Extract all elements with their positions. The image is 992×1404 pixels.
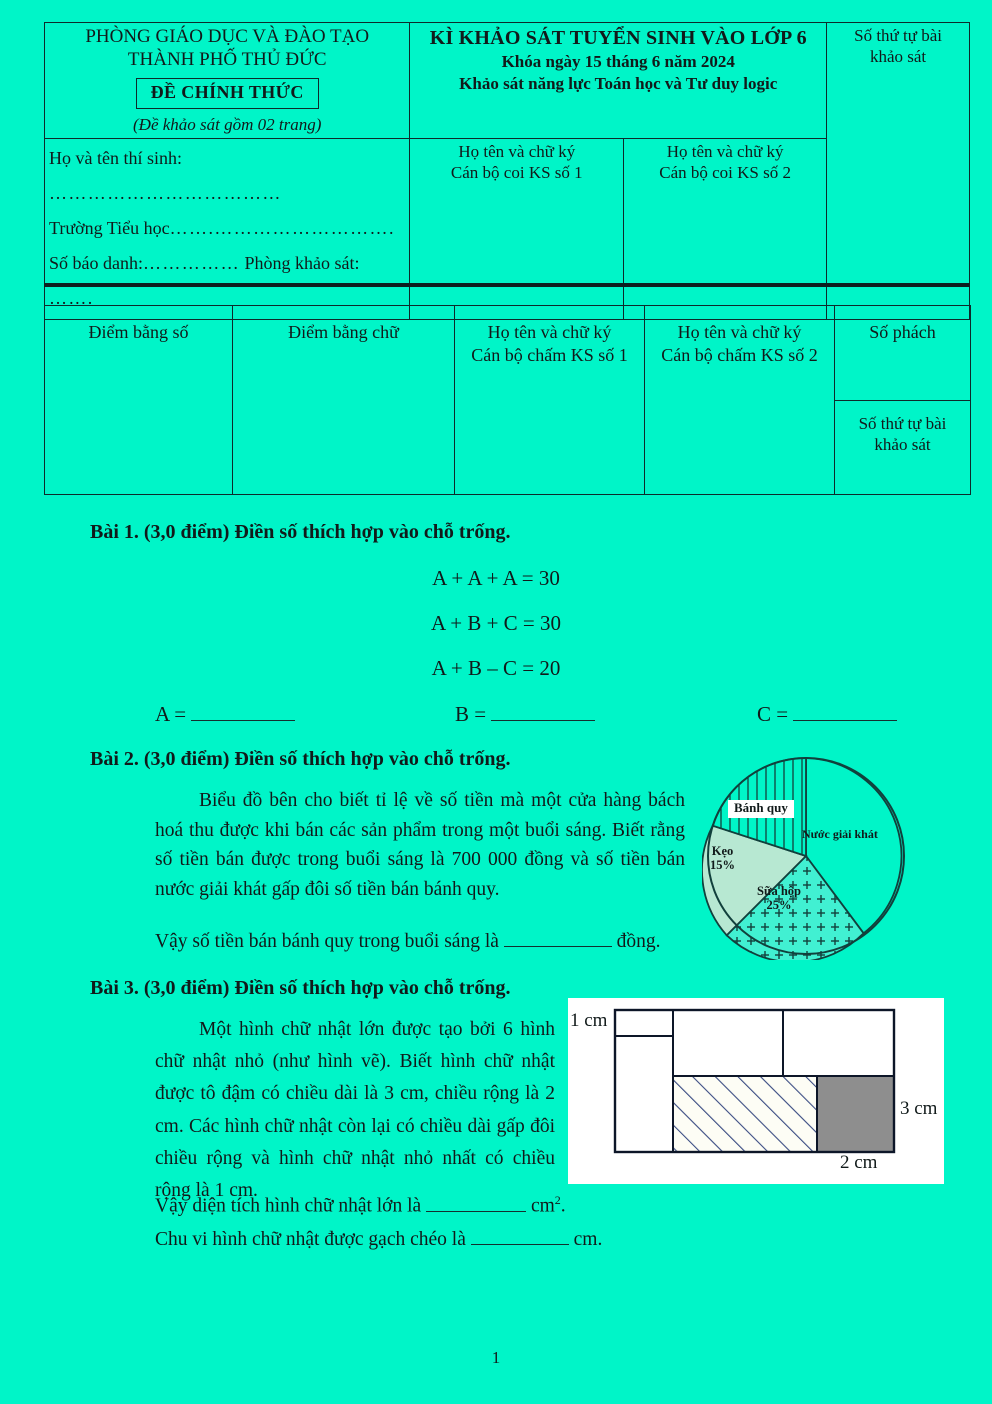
marker-2-line1: Họ tên và chữ ký	[677, 322, 802, 342]
question-3-paragraph: Một hình chữ nhật lớn được tạo bởi 6 hình chữ nhật nhỏ (như hình vẽ). Biết hình chữ nhật được tô đậm có chiều dài là 3 cm, chiều rộng là 2 cm. Các hình chữ nhật còn lại có chiều dài gấp đôi chiều rộng và hình chữ nhật nhỏ nhất có chiều rộng là 1 cm.	[155, 1019, 555, 1201]
page-number: 1	[491, 1348, 501, 1367]
figure-dim-2cm: 2 cm	[840, 1152, 878, 1173]
exam-title: KÌ KHẢO SÁT TUYỂN SINH VÀO LỚP 6	[429, 27, 807, 49]
question-3-answer2-blank[interactable]	[471, 1244, 569, 1245]
candidate-name-blank[interactable]: ………………………………	[49, 183, 282, 204]
question-3-answer-line-2	[155, 1230, 775, 1250]
marking-sothutu-line2: khảo sát	[874, 435, 931, 455]
candidate-school-blank[interactable]: …….……………………….	[169, 218, 395, 239]
marker-2-line2: Cán bộ chấm KS số 2	[661, 344, 818, 365]
answer-c-label: C =	[757, 702, 789, 726]
score-words-label: Điểm bằng chữ	[288, 322, 399, 342]
invigilator-2-cell	[624, 139, 827, 319]
equation-2: A + B + C = 30	[430, 611, 562, 635]
marking-sothutu-cell	[835, 401, 971, 495]
marker-1-cell	[455, 306, 645, 495]
question-3-answer1-blank[interactable]	[426, 1211, 526, 1212]
pages-note: (Đề khảo sát gồm 02 trang)	[133, 115, 322, 135]
candidate-room-blank[interactable]: …….	[49, 288, 94, 309]
header-table	[44, 22, 970, 320]
question-1-heading: Bài 1. (3,0 điểm) Điền số thích hợp vào chỗ trống.	[90, 521, 511, 543]
question-3-answer1-period: .	[560, 1195, 566, 1217]
pie-label-keo	[710, 844, 735, 873]
question-2-paragraph: Biểu đồ bên cho biết tỉ lệ về số tiền mà một cửa hàng bách hoá thu được khi bán các sản phẩm trong một buổi sáng. Biết rằng số tiền bán được trong buổi sáng là 700 000 đồng và số tiền bán nước giải khát gấp đôi số tiền bán bánh quy.	[155, 790, 685, 900]
question-3-figure-svg	[568, 998, 944, 1184]
question-3-answer1-exponent: 2	[554, 1193, 561, 1207]
question-2-heading: Bài 2. (3,0 điểm) Điền số thích hợp vào chỗ trống.	[90, 748, 511, 770]
question-3-heading: Bài 3. (3,0 điểm) Điền số thích hợp vào chỗ trống.	[90, 977, 511, 999]
equation-3: A + B – C = 20	[431, 656, 561, 680]
figure-dim-3cm: 3 cm	[900, 1098, 938, 1119]
candidate-school-row	[49, 211, 405, 246]
pie-label-sua-hop-name: Sữa hộp	[757, 884, 801, 898]
pie-label-keo-name: Kẹo	[711, 844, 734, 858]
department-line-1: PHÒNG GIÁO DỤC VÀ ĐÀO TẠO	[85, 26, 370, 47]
marker-2-cell	[645, 306, 835, 495]
question-3-answer1-unit: cm	[530, 1195, 555, 1217]
figure-top-right-rectangle	[783, 1010, 894, 1076]
question-3-body	[155, 1014, 555, 1217]
answer-c-blank[interactable]	[793, 720, 897, 721]
question-2-answer-suffix: đồng.	[616, 931, 661, 952]
candidate-school-label: Trường Tiểu học	[49, 218, 170, 239]
question-2-answer-blank[interactable]	[504, 946, 612, 947]
marker-1-line1: Họ tên và chữ ký	[487, 322, 612, 342]
department-line-2: THÀNH PHỐ THỦ ĐỨC	[127, 49, 327, 71]
exam-date: Khóa ngày 15 tháng 6 năm 2024	[501, 52, 735, 71]
figure-left-tall-rectangle	[615, 1036, 673, 1152]
score-number-label: Điểm bằng số	[88, 322, 189, 342]
exam-title-cell	[410, 23, 827, 139]
marking-table	[44, 305, 971, 495]
equation-1: A + A + A = 30	[432, 566, 560, 590]
figure-shaded-rectangle	[817, 1076, 894, 1152]
answer-a-label: A =	[155, 702, 187, 726]
candidate-info-cell	[45, 139, 410, 319]
question-2-body	[155, 786, 685, 917]
invigilator-1-cell	[410, 139, 624, 319]
candidate-sbd-blank[interactable]: ……………	[143, 253, 240, 274]
candidate-name-label: Họ và tên thí sinh:	[49, 148, 182, 169]
invigilator-2-line1: Họ tên và chữ ký	[666, 142, 784, 162]
candidate-name-row	[49, 141, 405, 211]
candidate-sbd-label: Số báo danh:	[49, 253, 143, 274]
score-number-cell	[45, 306, 233, 495]
question-3-answer-line-1	[155, 1194, 755, 1216]
exam-subject: Khảo sát năng lực Toán học và Tư duy logic	[459, 74, 778, 94]
pie-label-sua-hop-percent: 25%	[766, 898, 792, 913]
marking-sothutu-line1: Số thứ tự bài	[858, 414, 947, 433]
answer-b-blank[interactable]	[491, 720, 595, 721]
invigilator-2-line2: Cán bộ coi KS số 2	[659, 163, 791, 183]
paper-number-label-line2: khảo sát	[869, 47, 927, 67]
answer-b	[455, 702, 595, 727]
question-2-answer-line	[155, 932, 695, 952]
figure-top-middle-rectangle	[673, 1010, 783, 1076]
pie-label-banh-quy: Bánh quy	[728, 800, 794, 818]
figure-smallest-rectangle	[615, 1010, 673, 1036]
figure-hatched-rectangle	[673, 1076, 817, 1152]
invigilator-1-line1: Họ tên và chữ ký	[458, 142, 576, 162]
marker-1-line2: Cán bộ chấm KS số 1	[471, 344, 628, 365]
paper-number-label-line1: Số thứ tự bài	[854, 26, 942, 45]
score-words-cell	[233, 306, 455, 495]
pie-chart	[702, 752, 910, 960]
question-3-answer2-unit: cm.	[573, 1229, 603, 1250]
marking-sophach-cell	[835, 306, 971, 401]
pie-label-keo-percent: 15%	[710, 858, 735, 873]
question-3-figure	[568, 998, 944, 1184]
answer-a-blank[interactable]	[191, 720, 295, 721]
official-paper-badge: ĐỀ CHÍNH THỨC	[136, 78, 319, 109]
marking-sophach-label: Số phách	[869, 322, 936, 342]
section-divider	[44, 283, 970, 287]
answer-c	[757, 702, 897, 727]
pie-label-nuoc-giai-khat: Nước giải khát	[802, 827, 878, 841]
answer-b-label: B =	[455, 702, 487, 726]
issuing-authority-cell	[45, 23, 410, 139]
question-2-answer-prefix: Vậy số tiền bán bánh quy trong buổi sáng là	[155, 931, 499, 952]
question-3-answer2-prefix: Chu vi hình chữ nhật được gạch chéo là	[155, 1229, 466, 1250]
pie-label-sua-hop	[757, 884, 801, 913]
candidate-room-label: Phòng khảo sát:	[244, 253, 360, 274]
paper-number-cell	[827, 23, 970, 320]
answer-a	[155, 702, 295, 727]
invigilator-1-line2: Cán bộ coi KS số 1	[450, 163, 583, 183]
question-3-answer1-prefix: Vậy diện tích hình chữ nhật lớn là	[155, 1195, 422, 1217]
figure-dim-1cm: 1 cm	[570, 1010, 608, 1031]
